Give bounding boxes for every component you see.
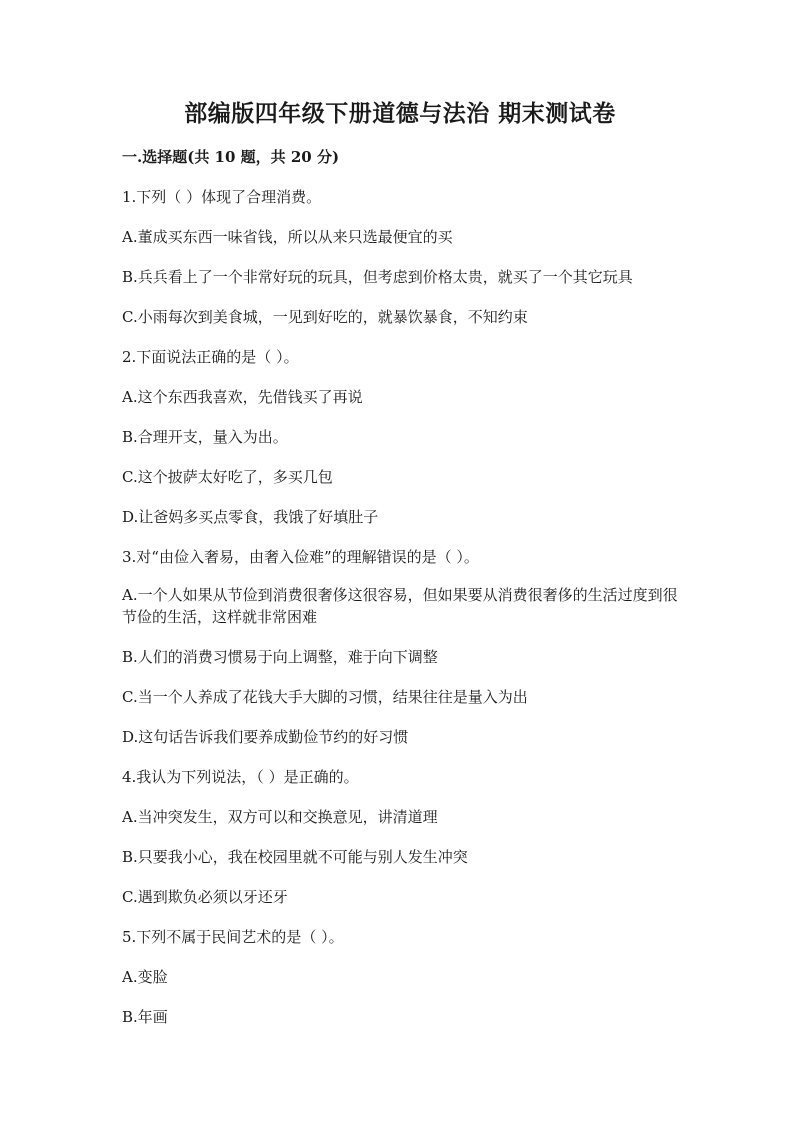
question-5-option-b: B.年画 (122, 1008, 168, 1026)
question-1-option-a: A.董成买东西一味省钱，所以从来只选最便宜的买 (122, 228, 453, 246)
question-1-option-b: B.兵兵看上了一个非常好玩的玩具，但考虑到价格太贵，就买了一个其它玩具 (122, 268, 633, 286)
question-3-option-a: A.一个人如果从节俭到消费很奢侈这很容易，但如果要从消费很奢侈的生活过度到很节俭的生活，这样就非常困难 (122, 586, 678, 626)
question-2-stem: 2.下面说法正确的是（ ）。 (122, 348, 299, 366)
exam-title: 部编版四年级下册道德与法治 期末测试卷 (184, 100, 616, 127)
question-2-option-d: D.让爸妈多买点零食，我饿了好填肚子 (122, 508, 379, 526)
question-3-option-b: B.人们的消费习惯易于向上调整，难于向下调整 (122, 648, 438, 666)
question-2-option-c: C.这个披萨太好吃了，多买几包 (122, 468, 333, 486)
question-3-option-c: C.当一个人养成了花钱大手大脚的习惯，结果往往是量入为出 (122, 688, 528, 706)
question-4-option-b: B.只要我小心，我在校园里就不可能与别人发生冲突 (122, 848, 468, 866)
question-4-option-a: A.当冲突发生，双方可以和交换意见，讲清道理 (122, 808, 438, 826)
question-1-stem: 1.下列（ ）体现了合理消费。 (122, 188, 322, 206)
question-5-stem: 5.下列不属于民间艺术的是（ ）。 (122, 928, 344, 946)
question-2-option-b: B.合理开支，量入为出。 (122, 428, 288, 446)
question-4-stem: 4.我认为下列说法，（ ）是正确的。 (122, 768, 359, 786)
question-2-option-a: A.这个东西我喜欢，先借钱买了再说 (122, 388, 363, 406)
section-heading: 一.选择题(共 10 题，共 20 分) (122, 148, 340, 166)
question-3-stem: 3.对“由俭入奢易，由奢入俭难”的理解错误的是（ ）。 (122, 548, 479, 566)
question-1-option-c: C.小雨每次到美食城，一见到好吃的，就暴饮暴食，不知约束 (122, 308, 528, 326)
question-3-option-d: D.这句话告诉我们要养成勤俭节约的好习惯 (122, 728, 409, 746)
question-5-option-a: A.变脸 (122, 968, 168, 986)
question-4-option-c: C.遇到欺负必须以牙还牙 (122, 888, 288, 906)
